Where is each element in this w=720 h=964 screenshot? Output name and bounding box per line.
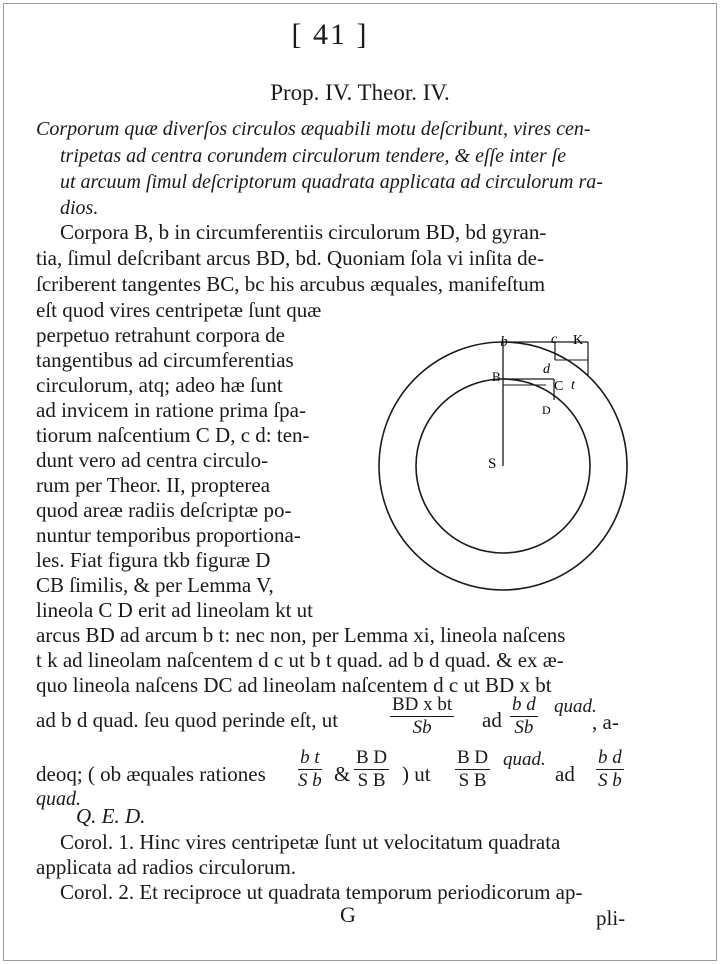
formula-text: ad xyxy=(555,762,575,786)
formula-text: ad b d quad. ſeu quod perinde eſt, ut xyxy=(36,708,339,732)
proposition-heading: Prop. IV. Theor. IV. xyxy=(270,80,450,105)
signature-mark: G xyxy=(340,902,356,927)
body-line: CB ſimilis, & per Lemma V, xyxy=(36,573,274,597)
label-K: K xyxy=(573,333,584,348)
body-line: quod areæ radiis deſcriptæ po- xyxy=(36,498,292,522)
proposition-line: tripetas ad centra corundem circulorum tendere, & eſſe inter ſe xyxy=(60,145,567,167)
body-line: circulorum, atq; adeo hæ ſunt xyxy=(36,373,283,397)
label-S: S xyxy=(488,456,497,472)
body-line: tangentibus ad circumferentias xyxy=(36,348,294,372)
formula-text: quad. xyxy=(36,788,81,810)
body-line: perpetuo retrahunt corpora de xyxy=(36,323,285,347)
label-d: d xyxy=(543,362,550,377)
formula-fraction xyxy=(455,748,490,791)
formula-text: & xyxy=(334,762,351,786)
label-t: t xyxy=(571,378,575,393)
label-b: b xyxy=(500,334,508,350)
formula-fraction xyxy=(596,748,624,791)
fraction-denominator: S b xyxy=(298,770,322,791)
fraction-denominator: Sb xyxy=(514,717,534,738)
body-line: ad invicem in ratione prima ſpa- xyxy=(36,398,306,422)
body-line: dunt vero ad centra circulo- xyxy=(36,448,269,472)
fraction-numerator: B D xyxy=(457,747,489,768)
label-B: B xyxy=(492,369,501,384)
fraction-denominator: S b xyxy=(598,770,622,791)
formula-text: , a- xyxy=(592,710,619,734)
fraction-numerator: b t xyxy=(298,748,322,770)
formula-text: quad. xyxy=(554,696,597,717)
proposition-line: ut arcuum ſimul deſcriptorum quadrata applicata ad circulorum ra- xyxy=(60,171,603,193)
body-line: Corpora B, b in circumferentiis circulorum BD, bd gyran- xyxy=(60,220,547,244)
fraction-numerator: B D xyxy=(356,747,388,768)
page-number: [ 41 ] xyxy=(291,18,369,51)
formula-fraction xyxy=(298,748,322,791)
fraction-numerator: b d xyxy=(598,747,622,768)
body-line: eſt quod vires centripetæ ſunt quæ xyxy=(36,298,322,322)
corollary-line: applicata ad radios circulorum. xyxy=(36,855,297,879)
formula-fraction xyxy=(510,695,538,738)
fraction-denominator: S B xyxy=(458,770,487,791)
fraction-numerator: BD x bt xyxy=(392,694,453,715)
body-line: t k ad lineolam naſcentem d c ut b t quad. ad b d quad. & ex æ- xyxy=(36,648,564,672)
formula-fraction xyxy=(390,695,454,738)
formula-text: ad xyxy=(482,708,502,732)
proposition-line: Corporum quæ diverſos circulos æquabili motu deſcribunt, vires cen- xyxy=(36,118,591,140)
proposition-line: dios. xyxy=(60,197,99,219)
catchword: pli- xyxy=(596,906,626,930)
body-line: quo lineola naſcens DC ad lineolam naſcentem d c ut BD x bt xyxy=(36,673,552,697)
corollary-line: Corol. 2. Et reciproce ut quadrata temporum periodicorum ap- xyxy=(60,880,583,904)
formula-text: ) ut xyxy=(402,762,431,786)
label-D: D xyxy=(542,403,551,417)
fraction-denominator: S B xyxy=(357,770,386,791)
body-line: rum per Theor. II, propterea xyxy=(36,473,271,497)
fraction-denominator: Sb xyxy=(412,717,432,738)
body-line: les. Fiat figura tkb figuræ D xyxy=(36,548,271,572)
body-line: tia, ſimul deſcribant arcus BD, bd. Quoniam ſola vi inſita de- xyxy=(36,246,544,270)
body-line: tiorum naſcentium C D, c d: ten- xyxy=(36,423,310,447)
body-line: ſcriberent tangentes BC, bc his arcubus æquales, manifeſtum xyxy=(36,272,546,296)
body-line: arcus BD ad arcum b t: nec non, per Lemma xi, lineola naſcens xyxy=(36,623,566,647)
circles-diagram xyxy=(370,320,660,620)
label-C: C xyxy=(554,379,564,394)
label-c: c xyxy=(551,332,558,347)
body-line: nuntur temporibus proportiona- xyxy=(36,523,301,547)
formula-text: deoq; ( ob æquales rationes xyxy=(36,762,266,786)
formula-fraction xyxy=(354,748,389,791)
body-line: lineola C D erit ad lineolam kt ut xyxy=(36,598,314,622)
formula-text: quad. xyxy=(503,749,546,770)
corollary-line: Corol. 1. Hinc vires centripetæ ſunt ut velocitatum quadrata xyxy=(60,830,561,854)
fraction-numerator: b d xyxy=(512,694,536,715)
qed: Q. E. D. xyxy=(76,804,146,828)
